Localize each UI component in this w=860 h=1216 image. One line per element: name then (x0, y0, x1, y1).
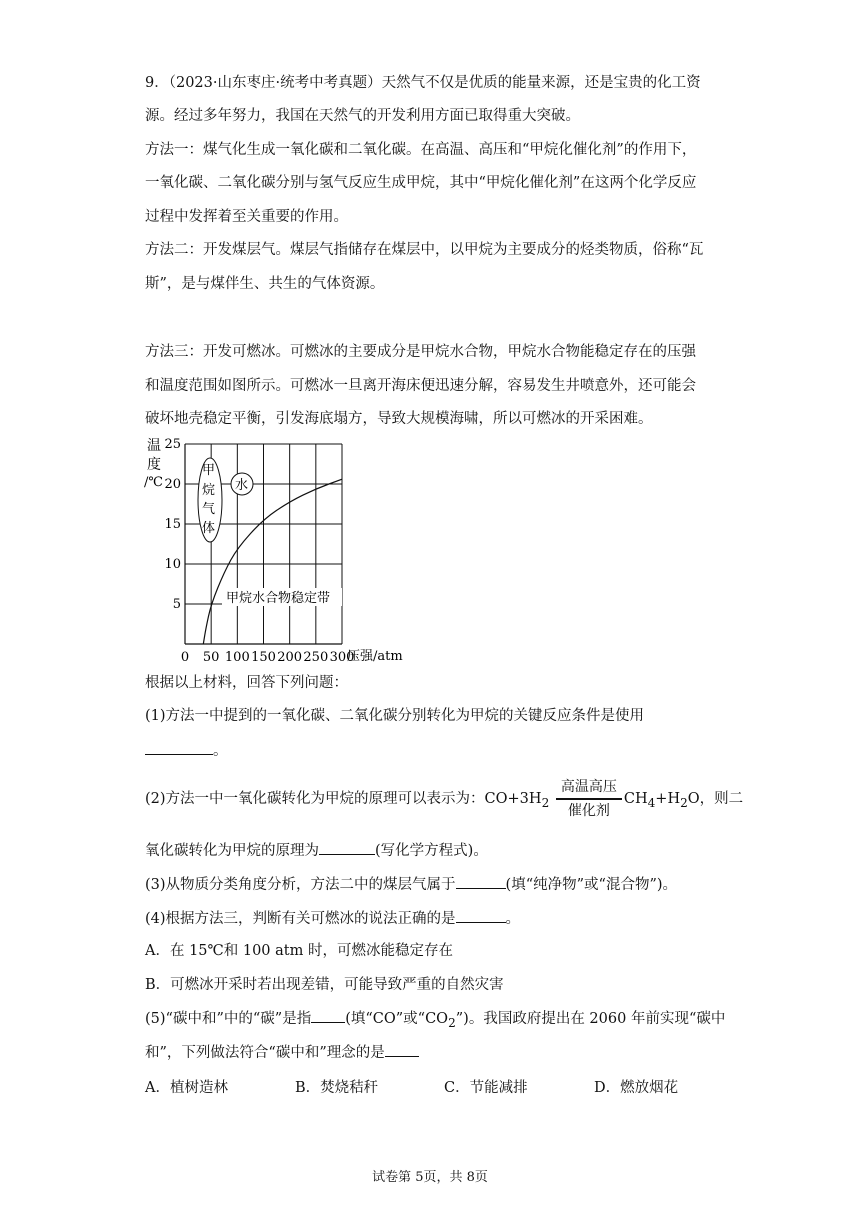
method2-line1: 方法二：开发煤层气。煤层气指储存在煤层中，以甲烷为主要成分的烃类物质，俗称“瓦 (145, 242, 704, 258)
x-tick-label: 300 (329, 650, 355, 665)
y-axis-title-3: /℃ (144, 475, 163, 490)
q2-reactants: CO+3H (484, 791, 542, 807)
y-tick-label: 20 (164, 477, 181, 492)
questions-prompt: 根据以上材料，回答下列问题： (145, 675, 348, 691)
question-intro-line1: 9．（2023·山东枣庄·统考中考真题）天然气不仅是优质的能量来源，还是宝贵的化工资 (145, 75, 701, 91)
gas-label-3: 气 (202, 502, 216, 517)
q4-text: (4)根据方法三，判断有关可燃冰的说法正确的是 (145, 911, 456, 927)
page-footer: 试卷第 5页，共 8页 (372, 1170, 488, 1185)
q5-hint-c: ”)。我国政府提出在 2060 年前实现“碳中 (455, 1011, 726, 1027)
q5-hint-sub: 2 (448, 1015, 456, 1030)
q4-answer-blank[interactable] (456, 908, 506, 923)
x-tick-label: 150 (251, 650, 276, 665)
x-tick-label: 100 (224, 650, 250, 665)
method1-line1: 方法一：煤气化生成一氧化碳和二氧化碳。在高温、高压和“甲烷化催化剂”的作用下， (145, 142, 697, 158)
method3-line2: 和温度范围如图所示。可燃冰一旦离开海床便迅速分解，容易发生井喷意外，还可能会 (145, 378, 696, 394)
q2-reactants-sub: 2 (541, 795, 550, 810)
y-axis-title-2: 度 (147, 457, 161, 473)
method1-line2: 一氧化碳、二氧化碳分别与氢气反应生成甲烷，其中“甲烷化催化剂”在这两个化学反应 (145, 175, 697, 191)
gas-label-4: 体 (202, 521, 216, 536)
gas-label-2: 烷 (202, 483, 216, 498)
x-tick-label: 250 (303, 650, 329, 665)
y-axis-title-1: 温 (147, 438, 161, 454)
q5-option-d[interactable]: D．燃放烟花 (594, 1080, 679, 1096)
q5-line2 (145, 1042, 419, 1063)
q1-text: (1)方法一中提到的一氧化碳、二氧化碳分别转化为甲烷的关键反应条件是使用 (145, 708, 645, 724)
q1-answer-line (145, 740, 228, 761)
q5-answer-blank-2[interactable] (385, 1042, 419, 1057)
q5-answer-blank-1[interactable] (311, 1008, 345, 1023)
x-tick-label: 50 (202, 650, 220, 665)
stable-band-label: 甲烷水合物稳定带 (226, 591, 331, 606)
q5-line2-text: 和”，下列做法符合“碳中和”理念的是 (145, 1045, 385, 1061)
method1-line3: 过程中发挥着至关重要的作用。 (145, 209, 348, 225)
q3-end: (填“纯净物”或“混合物”)。 (505, 877, 678, 893)
q2-line2-text: 氧化碳转化为甲烷的原理为 (145, 843, 319, 859)
q1-end: 。 (213, 743, 228, 759)
water-label: 水 (235, 478, 249, 493)
q5-option-b[interactable]: B．焚烧秸秆 (295, 1080, 379, 1096)
x-tick-label: 0 (180, 650, 190, 665)
q5-line1 (145, 1008, 725, 1033)
q5-option-a[interactable]: A．植树造林 (145, 1080, 228, 1096)
q2-line2-end: (写化学方程式)。 (375, 843, 488, 859)
q3-answer-blank[interactable] (456, 874, 506, 889)
gas-label-1: 甲 (202, 463, 216, 478)
q5-option-c[interactable]: C．节能减排 (444, 1080, 528, 1096)
q2-line2 (145, 840, 488, 861)
q2-product-b: +H (655, 791, 681, 807)
y-tick-label: 15 (164, 517, 181, 532)
x-tick-label: 200 (277, 650, 303, 665)
stability-curve (203, 479, 342, 644)
q2-product-a-sub: 4 (647, 795, 656, 810)
reaction-condition (556, 778, 622, 820)
q5-hint-a: (填“CO”或“CO (345, 1011, 449, 1027)
method3-line1: 方法三：开发可燃冰。可燃冰的主要成分是甲烷水合物，甲烷水合物能稳定存在的压强 (145, 344, 696, 360)
q4-option-a[interactable]: A．在 15℃和 100 atm 时，可燃冰能稳定存在 (145, 943, 453, 959)
q4-option-b[interactable]: B．可燃冰开采时若出现差错，可能导致严重的自然灾害 (145, 977, 504, 993)
q2-product-a: CH (623, 791, 648, 807)
q2-prefix: (2)方法一中一氧化碳转化为甲烷的原理可以表示为： (145, 791, 485, 807)
question-intro-line2: 源。经过多年努力，我国在天然气的开发利用方面已取得重大突破。 (145, 108, 580, 124)
q5-text: (5)“碳中和”中的“碳”是指 (145, 1011, 312, 1027)
condition-top: 高温高压 (560, 779, 617, 795)
y-tick-label: 25 (164, 437, 181, 452)
x-axis-title: 压强/atm (347, 649, 403, 664)
y-tick-label: 5 (172, 597, 181, 612)
q3-text: (3)从物质分类角度分析，方法二中的煤层气属于 (145, 877, 456, 893)
q2-product-b-sub: 2 (680, 795, 688, 810)
q3-line (145, 874, 677, 895)
method3-line3: 破坏地壳稳定平衡，引发海底塌方，导致大规模海啸，所以可燃冰的开采困难。 (145, 411, 653, 427)
q2-answer-blank[interactable] (319, 840, 375, 855)
q2-equation-line (145, 778, 743, 828)
reaction-arrow-line (556, 798, 622, 800)
condition-bottom: 催化剂 (567, 803, 610, 819)
q1-answer-blank[interactable] (145, 740, 213, 755)
method2-line2: 斯”，是与煤伴生、共生的气体资源。 (145, 276, 385, 292)
q4-end: 。 (505, 911, 521, 927)
q2-product-c: O，则二 (687, 791, 744, 807)
q4-line (145, 908, 520, 929)
chart-tick-labels (164, 437, 354, 665)
hydrate-stability-chart (140, 436, 420, 668)
y-tick-label: 10 (164, 557, 181, 572)
